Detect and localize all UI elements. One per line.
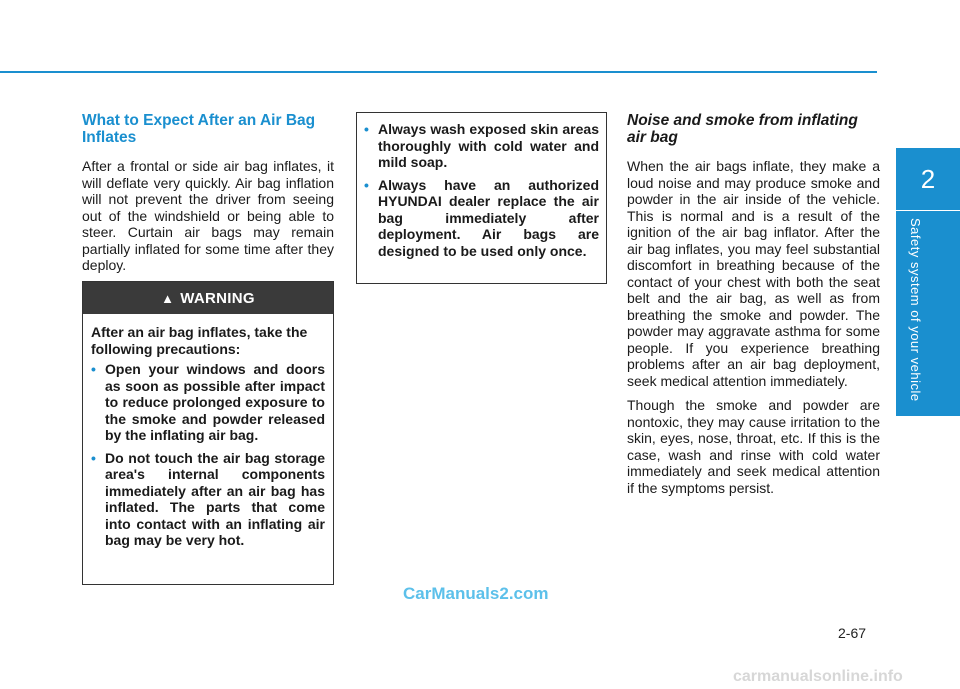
column-right <box>627 112 880 504</box>
warning-body <box>83 314 333 549</box>
warning-lead: After an air bag inflates, take the following precautions: <box>91 324 308 357</box>
bullet-icon: • <box>364 176 369 193</box>
warning-continued-box <box>356 112 607 284</box>
warning-triangle-icon: ▲ <box>161 290 175 306</box>
footer-site-watermark: carmanualsonline.info <box>733 668 903 685</box>
list-item-text: Always have an authorized HYUNDAI dealer replace the air bag immediately after deployment. Air bags are designed to be used only once. <box>378 176 599 259</box>
warning-header <box>83 282 333 314</box>
chapter-tab-divider <box>896 210 960 211</box>
section-heading-noise-smoke: Noise and smoke from inflating air bag <box>627 112 858 146</box>
list-item <box>364 177 599 260</box>
bullet-icon: • <box>91 361 96 377</box>
bullet-icon: • <box>91 449 96 466</box>
chapter-number: 2 <box>896 148 960 210</box>
bullet-icon: • <box>364 121 369 137</box>
chapter-tab[interactable] <box>896 148 960 416</box>
section-paragraph: Though the smoke and powder are nontoxic, they may cause irritation to the skin, eyes, nose, throat, etc. If this is the case, wash and rinse with cold water immediately and seek medical attention if the symptoms persist. <box>627 397 880 496</box>
section-body-after-inflation: After a frontal or side air bag inflates, it will deflate very quickly. Air bag inflation will not prevent the driver from seeing out of the windshield or being able to steer. Curtain air bags may remain partially inflated for some time after they deploy. <box>82 158 334 273</box>
column-left <box>82 112 334 282</box>
warning-box <box>82 281 334 585</box>
list-item-text: Open your windows and doors as soon as possible after impact to reduce prolonged exposure to the smoke and powder released by the inflating air bag. <box>105 361 325 443</box>
list-item-text: Do not touch the air bag storage area's internal components immediately after an air bag has inflated. The parts that come into contact with an inflating air bag may be very hot. <box>105 449 325 548</box>
list-item <box>91 450 325 549</box>
header-rule <box>0 71 877 73</box>
watermark-link[interactable]: CarManuals2.com <box>403 584 549 603</box>
list-item <box>91 361 325 444</box>
section-paragraph: When the air bags inflate, they make a loud noise and may produce smoke and powder in the air inside of the vehicle. This is normal and is a result of the ignition of the air bag inflator. After the air bag inflates, you may feel substantial discomfort in breathing because of the contact of your chest with both the seat belt and the air bag, as well as from breathing the smoke and powder. The powder may aggravate asthma for some people. If you experience breathing problems after an air bag deployment, seek medical attention immediately. <box>627 158 880 389</box>
list-item-text: Always wash exposed skin areas thoroughly with cold water and mild soap. <box>378 121 599 170</box>
warning-continued-list <box>357 113 606 259</box>
chapter-title: Safety system of your vehicle <box>908 218 923 402</box>
warning-list <box>91 361 325 549</box>
section-heading-after-inflation: What to Expect After an Air Bag Inflates <box>82 112 316 146</box>
page-number: 2-67 <box>838 625 867 641</box>
list-item <box>364 121 599 171</box>
warning-title: WARNING <box>180 289 255 307</box>
